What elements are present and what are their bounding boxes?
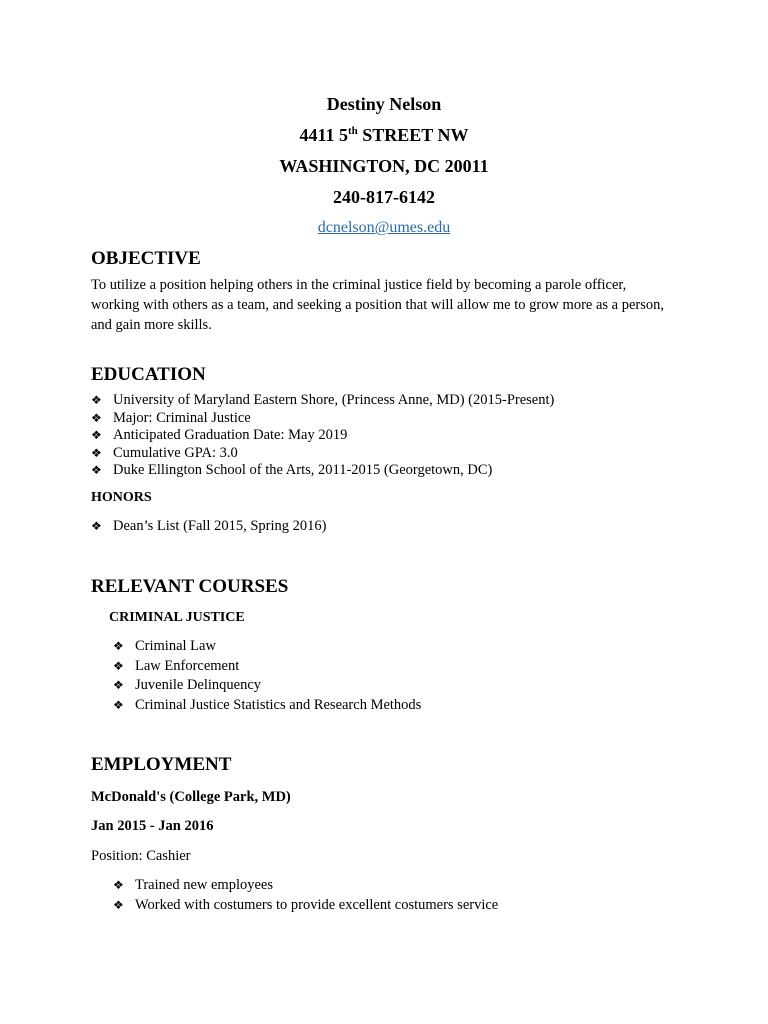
education-list — [91, 392, 691, 480]
bullet-icon: ❖ — [91, 463, 102, 477]
list-item: ❖ Anticipated Graduation Date: May 2019 — [91, 427, 348, 443]
education-heading: EDUCATION — [91, 364, 206, 385]
bullet-icon: ❖ — [91, 428, 102, 442]
bullet-icon: ❖ — [113, 897, 124, 912]
list-item: ❖ Law Enforcement — [113, 657, 673, 677]
address-line — [0, 124, 768, 146]
list-item: ❖ Major: Criminal Justice — [91, 409, 251, 426]
list-item: ❖ Criminal Justice Statistics and Research Methods — [113, 696, 673, 716]
city-line: WASHINGTON, DC 20011 — [279, 156, 489, 176]
list-item: ❖ University of Maryland Eastern Shore, (Princess Anne, MD) (2015-Present) — [91, 392, 555, 408]
bullet-icon: ❖ — [91, 393, 102, 407]
bullet-icon: ❖ — [113, 639, 124, 653]
candidate-name: Destiny Nelson — [326, 94, 442, 114]
phone-number: 240-817-6142 — [333, 187, 435, 207]
courses-subheading: CRIMINAL JUSTICE — [109, 610, 245, 625]
list-item: ❖ Duke Ellington School of the Arts, 2011-2015 (Georgetown, DC) — [91, 462, 493, 478]
position-line: Position: Cashier — [91, 848, 191, 864]
bullet-icon: ❖ — [113, 658, 124, 673]
objective-heading: OBJECTIVE — [91, 248, 201, 269]
list-item: ❖ Trained new employees — [113, 876, 673, 896]
list-item: ❖ Juvenile Delinquency — [113, 676, 673, 696]
list-item: ❖ Cumulative GPA: 3.0 — [91, 444, 238, 461]
duties-list — [113, 876, 673, 915]
list-item: ❖ Dean’s List (Fall 2015, Spring 2016) — [91, 518, 327, 534]
honors-heading: HONORS — [91, 490, 152, 505]
list-item: ❖ Criminal Law — [113, 637, 673, 657]
email-link[interactable]: dcnelson@umes.edu — [317, 219, 451, 236]
bullet-icon: ❖ — [113, 878, 124, 892]
courses-heading: RELEVANT COURSES — [91, 576, 289, 597]
address-number: 4411 5 — [299, 125, 348, 145]
honors-list — [91, 518, 691, 536]
address-street: STREET NW — [357, 125, 469, 145]
bullet-icon: ❖ — [113, 697, 124, 712]
courses-list — [113, 637, 673, 715]
objective-text: To utilize a position helping others in the criminal justice field by becoming a parole officer, working with others as a team, and seeking a position that will allow me to grow more as a person, and gain more skills. — [91, 277, 665, 333]
address-superscript: th — [348, 125, 358, 137]
bullet-icon: ❖ — [91, 519, 102, 533]
employment-dates: Jan 2015 - Jan 2016 — [91, 818, 214, 834]
employer-line: McDonald's (College Park, MD) — [91, 789, 291, 805]
bullet-icon: ❖ — [91, 445, 102, 460]
list-item: ❖ Worked with costumers to provide excellent costumers service — [113, 896, 673, 916]
bullet-icon: ❖ — [113, 678, 124, 692]
employment-heading: EMPLOYMENT — [91, 754, 232, 775]
bullet-icon: ❖ — [91, 410, 102, 425]
